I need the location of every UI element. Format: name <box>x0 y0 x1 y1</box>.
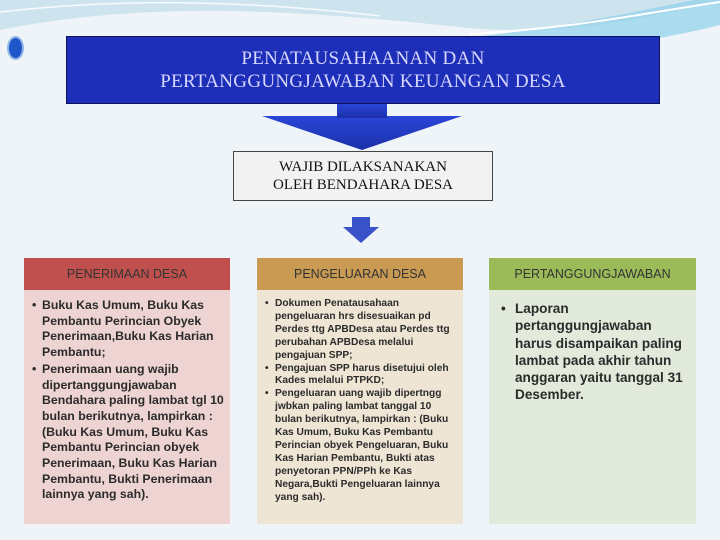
column-header: PENGELUARAN DESA <box>257 258 463 290</box>
column-penerimaan <box>24 258 230 524</box>
column-header: PENERIMAAN DESA <box>24 258 230 290</box>
small-down-arrow <box>343 217 379 243</box>
column-list <box>30 298 224 503</box>
title-line-2: PERTANGGUNGJAWABAN KEUANGAN DESA <box>160 71 566 92</box>
column-header: PERTANGGUNGJAWABAN <box>489 258 696 290</box>
list-item: • Pengajuan SPP harus disetujui oleh Kades melalui PTPKD; <box>275 363 457 389</box>
column-list <box>495 300 690 404</box>
title-box <box>66 36 660 104</box>
column-pertanggungjawaban <box>489 258 696 524</box>
list-item: • Laporan pertanggungjawaban harus disampaikan paling lambat pada akhir tahun anggaran yaitu tanggal 31 Desember. <box>515 300 690 404</box>
list-item: • Penerimaan uang wajib dipertanggungjawaban Bendahara paling lambat tgl 10 bulan berikutnya, lampirkan : (Buku Kas Umum, Buku Kas Pembantu Perincian obyek Penerimaan, Buku Kas Harian Pembantu, Bukti Penerimaan lainnya yang sah). <box>42 362 224 503</box>
subtitle-line-2: OLEH BENDAHARA DESA <box>273 177 453 193</box>
subtitle-box <box>233 151 493 201</box>
list-item: • Buku Kas Umum, Buku Kas Pembantu Perincian Obyek Penerimaan,Buku Kas Harian Pembantu; <box>42 298 224 361</box>
list-item: • Pengeluaran uang wajib dipertngg jwbkan paling lambat tanggal 10 bulan berikutnya, lampirkan : (Buku Kas Umum, Buku Kas Pembantu Perincian obyek Pengeluaran, Buku Kas Harian Pembantu, Bukti atas penyetoran PPN/PPh ke Kas Negara,Bukti Pengeluaran lainnya yang sah). <box>275 388 457 504</box>
column-pengeluaran <box>257 258 463 524</box>
subtitle-line-1: WAJIB DILAKSANAKAN <box>279 159 447 175</box>
column-list <box>263 298 457 505</box>
list-item: • Dokumen Penatausahaan pengeluaran hrs disesuaikan pd Perdes ttg APBDesa atau Perdes ttg perubahan APBDesa melalui pengajuan SPP; <box>275 298 457 363</box>
decorative-oval <box>7 36 24 60</box>
big-down-arrow <box>262 104 462 150</box>
title-line-1: PENATAUSAHAANAN DAN <box>241 48 485 69</box>
